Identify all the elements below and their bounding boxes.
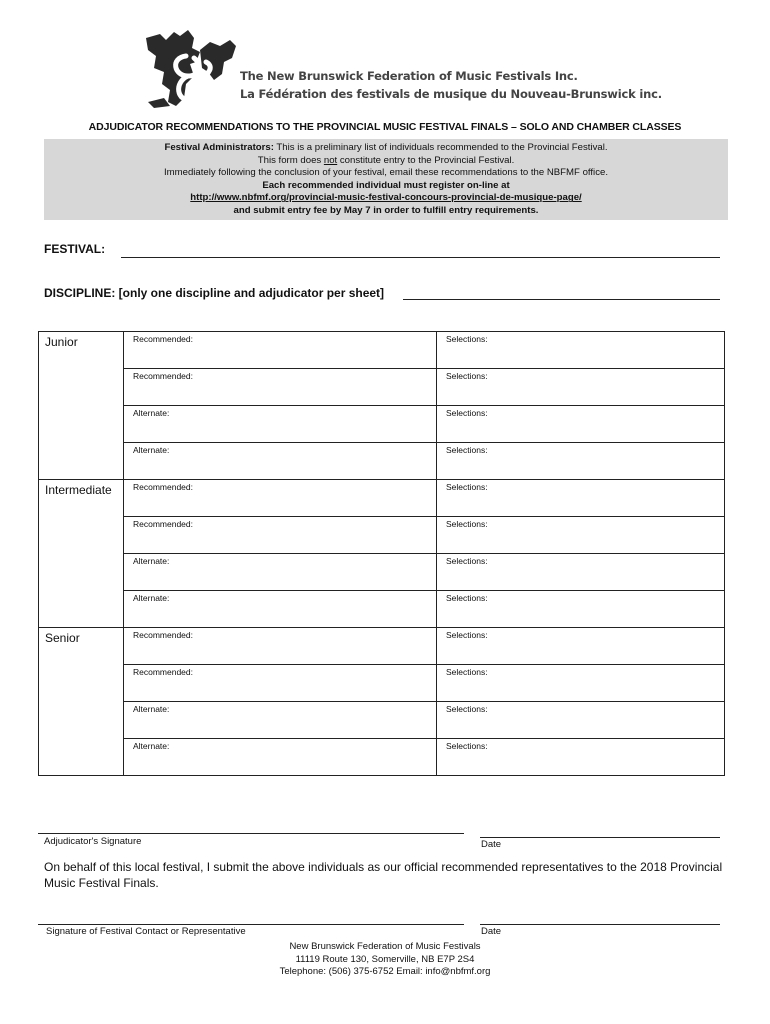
selections-cell[interactable] [437,739,725,776]
group-cell [39,332,124,369]
selections-label: Selections: [446,593,488,603]
header-logo [140,28,660,114]
selections-label: Selections: [446,408,488,418]
recommended-label: Recommended: [133,667,194,677]
selections-label: Selections: [446,630,488,640]
adjudicator-date-label: Date [481,839,502,850]
registration-link[interactable]: http://www.nbfmf.org/provincial-music-festival-concours-provincial-de-musique-page/ [190,192,582,204]
instructions-register-text: Each recommended individual must register on-line at [262,179,510,191]
instructions-lead: Festival Administrators: [164,142,274,153]
recommended-label: Recommended: [133,482,194,492]
instructions-line-2-pre: This form does [257,154,324,166]
table-row [39,332,725,369]
selections-label: Selections: [446,371,488,381]
selections-cell[interactable] [437,591,725,628]
selections-label: Selections: [446,741,488,751]
selections-label: Selections: [446,445,488,455]
group-label: Intermediate [45,483,112,497]
recommended-label: Recommended: [133,334,194,344]
festival-field[interactable] [121,257,720,258]
table-row [39,480,725,517]
group-cell [39,554,124,591]
recommended-label: Alternate: [133,704,170,714]
instructions-line-2-emphasis: not [323,154,338,166]
recommended-label: Alternate: [133,556,170,566]
recommended-cell[interactable] [124,480,437,517]
selections-cell[interactable] [437,702,725,739]
recommended-cell[interactable] [124,665,437,702]
selections-label: Selections: [446,556,488,566]
recommended-cell[interactable] [124,554,437,591]
footer-contact: Telephone: (506) 375-6752 Email: info@nbfmf.org [279,966,491,977]
recommended-label: Alternate: [133,445,170,455]
group-cell [39,702,124,739]
table-row [39,702,725,739]
group-label: Junior [45,335,78,349]
adjudicator-signature-field[interactable] [38,833,464,834]
selections-cell[interactable] [437,480,725,517]
festival-label: FESTIVAL: [44,242,106,256]
group-cell [39,739,124,776]
org-name-fr: La Fédération des festivals de musique du Nouveau-Brunswick inc. [240,87,662,101]
selections-label: Selections: [446,482,488,492]
contact-date-label: Date [481,926,502,937]
group-cell [39,443,124,480]
form-title: ADJUDICATOR RECOMMENDATIONS TO THE PROVINCIAL MUSIC FESTIVAL FINALS – SOLO AND CHAMBER CLASSES [88,121,682,133]
group-cell [39,517,124,554]
instructions-line-5 [44,192,728,205]
instructions-line-6 [44,205,728,218]
selections-cell[interactable] [437,665,725,702]
discipline-field[interactable] [403,299,720,300]
group-cell [39,480,124,517]
group-label: Senior [45,631,80,645]
footer-org: New Brunswick Federation of Music Festivals [289,941,481,952]
contact-signature-field[interactable] [38,924,464,925]
selections-cell[interactable] [437,628,725,665]
adjudicator-date-field[interactable] [480,837,720,838]
recommended-label: Alternate: [133,593,170,603]
contact-signature-label: Signature of Festival Contact or Representative [46,926,246,937]
instructions-line-1 [44,142,728,155]
recommended-label: Alternate: [133,408,170,418]
group-cell [39,406,124,443]
instructions-lead-text: This is a preliminary list of individuals recommended to the Provincial Festival. [273,142,608,153]
selections-cell[interactable] [437,369,725,406]
table-row [39,665,725,702]
contact-date-field[interactable] [480,924,720,925]
instructions-line-2 [44,155,728,168]
table-row [39,554,725,591]
table-row [39,628,725,665]
group-cell [39,628,124,665]
footer-address: 11119 Route 130, Somerville, NB E7P 2S4 [295,953,475,965]
selections-cell[interactable] [437,554,725,591]
group-cell [39,369,124,406]
recommended-cell[interactable] [124,739,437,776]
selections-cell[interactable] [437,443,725,480]
selections-label: Selections: [446,334,488,344]
discipline-label: DISCIPLINE: [only one discipline and adjudicator per sheet] [44,286,385,300]
selections-cell[interactable] [437,517,725,554]
selections-label: Selections: [446,704,488,714]
recommended-cell[interactable] [124,517,437,554]
table-row [39,739,725,776]
group-cell [39,665,124,702]
table-row [39,443,725,480]
selections-label: Selections: [446,667,488,677]
recommendations-table [38,331,725,776]
instructions-box [44,139,728,220]
recommended-cell[interactable] [124,443,437,480]
adjudicator-signature-label: Adjudicator's Signature [44,836,142,847]
org-name-en: The New Brunswick Federation of Music Festivals Inc. [240,69,578,83]
recommended-cell[interactable] [124,702,437,739]
table-row [39,369,725,406]
recommended-label: Alternate: [133,741,170,751]
table-row [39,591,725,628]
recommended-label: Recommended: [133,630,194,640]
recommended-cell[interactable] [124,628,437,665]
submission-statement: On behalf of this local festival, I submit the above individuals as our official recommended representatives to the 2018 Provincial Music Festival Finals. [44,860,723,890]
recommended-label: Recommended: [133,519,194,529]
instructions-deadline-text: and submit entry fee by May 7 in order to fulfill entry requirements. [233,204,539,216]
instructions-line-3: Immediately following the conclusion of your festival, email these recommendations to the NBFMF office. [163,167,608,179]
recommended-label: Recommended: [133,371,194,381]
recommended-cell[interactable] [124,591,437,628]
table-row [39,517,725,554]
footer [0,941,770,979]
recommended-cell[interactable] [124,332,437,369]
group-cell [39,591,124,628]
nbfmf-logo-icon [140,28,238,110]
selections-label: Selections: [446,519,488,529]
instructions-line-2-post: constitute entry to the Provincial Festival. [337,154,515,166]
table-row [39,406,725,443]
selections-cell[interactable] [437,332,725,369]
recommended-cell[interactable] [124,406,437,443]
instructions-line-4 [44,180,728,193]
selections-cell[interactable] [437,406,725,443]
recommended-cell[interactable] [124,369,437,406]
